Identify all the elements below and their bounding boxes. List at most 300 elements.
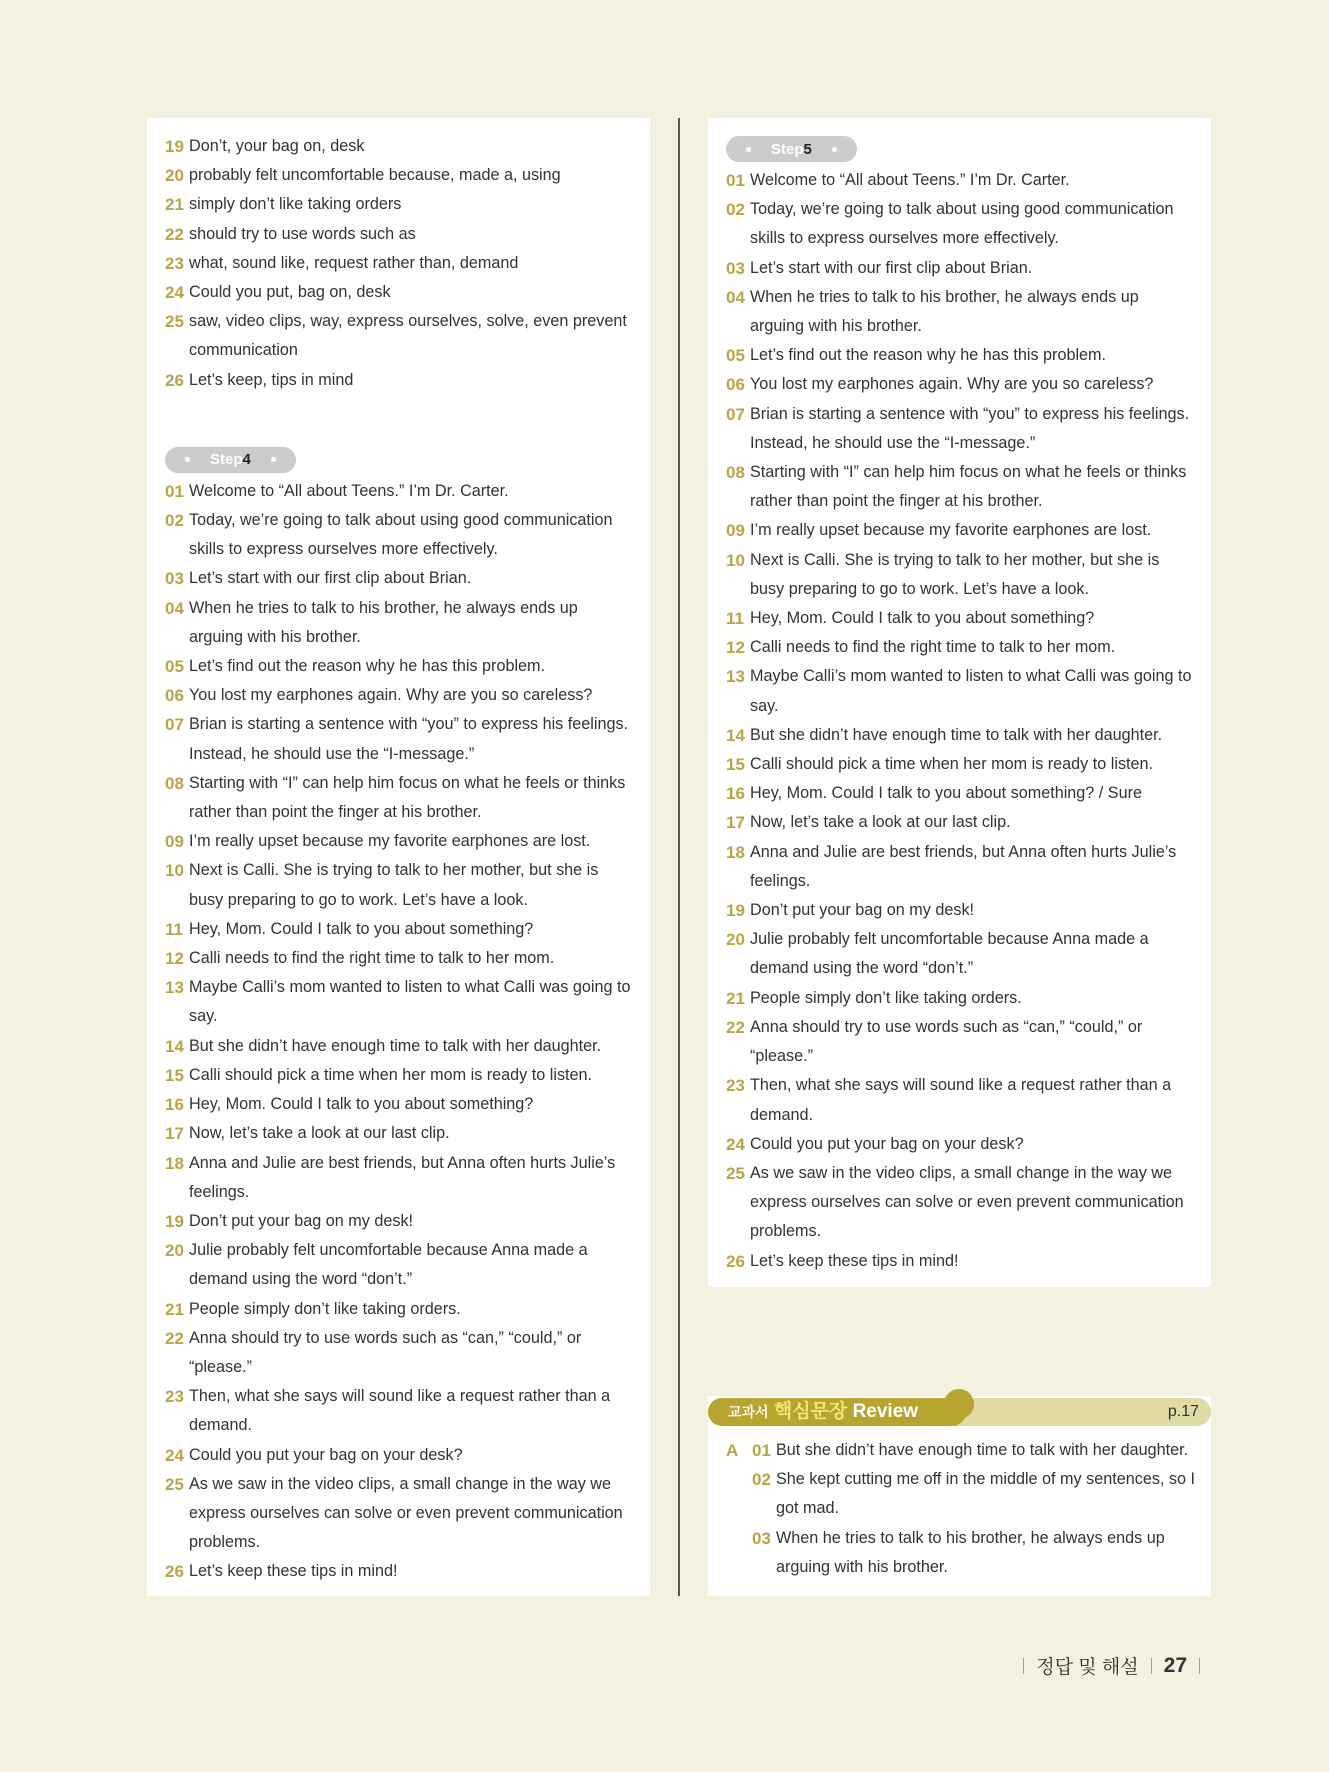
dot-icon [185,457,190,462]
item-text-line: demand using the word “don’t.” [750,959,974,978]
list-item [165,856,632,914]
dot-icon [271,457,276,462]
item-text-line: Don’t put your bag on my desk! [189,1211,414,1230]
item-text-line: Today, we’re going to talk about using good communication [750,200,1174,219]
list-item [165,564,632,593]
list-item [165,944,632,973]
list-item [165,1557,632,1586]
item-text [189,132,632,161]
review-section [726,1436,1196,1582]
list-item [752,1524,1195,1582]
item-number: 24 [165,283,184,303]
item-text [189,1090,632,1119]
item-number: 19 [165,1211,184,1231]
item-text [189,915,632,944]
item-text [750,195,1193,253]
item-text-line: Hey, Mom. Could I talk to you about something? / Sure [750,784,1142,803]
review-list [752,1436,1195,1582]
item-text-line: Let’s find out the reason why he has this problem. [750,346,1107,365]
item-text-line: Instead, he should use the “I-message.” [750,433,1036,452]
list-item [726,1130,1193,1159]
item-text-line: got mad. [776,1499,839,1518]
item-text [750,1130,1193,1159]
item-text-line: communication [189,341,298,360]
item-text-line: Hey, Mom. Could I talk to you about something? [189,919,534,938]
item-text-line: Calli should pick a time when her mom is ready to listen. [750,755,1154,774]
step-5-label [726,136,857,162]
right-answer-panel [708,118,1211,1287]
item-text [189,973,632,1031]
page-number: 27 [1163,1653,1187,1677]
item-number: 24 [165,1445,184,1465]
item-text [189,856,632,914]
item-text-line: Starting with “I” can help him focus on what he feels or thinks [750,463,1187,482]
item-text-line: You lost my earphones again. Why are you so careless? [750,375,1154,394]
item-number: 17 [165,1124,184,1144]
item-number: 26 [165,1562,184,1582]
step-4-list [165,477,632,1587]
list-item [165,1324,632,1382]
item-text-line: “please.” [750,1047,813,1066]
footer-separator [1023,1658,1024,1674]
item-text [189,681,632,710]
list-item [726,750,1193,779]
item-text [189,1382,632,1440]
item-text [750,254,1193,283]
item-text [750,750,1193,779]
list-item [726,283,1193,341]
item-text-line: feelings. [189,1182,250,1201]
list-item [726,838,1193,896]
item-text [750,925,1193,983]
item-text [750,546,1193,604]
review-header-tag [708,1398,966,1426]
item-text-line: But she didn’t have enough time to talk with her daughter. [750,725,1163,744]
list-item [726,400,1193,458]
item-number: 07 [726,404,745,424]
item-text-line: busy preparing to go to work. Let’s have a look. [750,579,1089,598]
item-text [189,652,632,681]
item-text [189,1295,632,1324]
item-number: 16 [726,784,745,804]
item-text-line: express ourselves can solve or even prevent communication [750,1193,1184,1212]
item-number: 26 [726,1251,745,1271]
step-4-label [165,447,296,473]
item-text [750,779,1193,808]
item-text-line: rather than point the finger at his brother. [189,803,482,822]
item-text-line: say. [189,1007,218,1026]
list-item [165,366,632,395]
item-text-line: Hey, Mom. Could I talk to you about something? [189,1095,534,1114]
item-text-line: Could you put your bag on your desk? [189,1445,463,1464]
item-text [189,827,632,856]
item-text [189,1119,632,1148]
item-number: 03 [752,1528,771,1548]
footer-separator [1199,1658,1200,1674]
item-text-line: problems. [189,1533,261,1552]
step-word: Step [210,451,243,469]
item-number: 01 [165,481,184,501]
list-item [165,652,632,681]
item-text-line: saw, video clips, way, express ourselves, solve, even prevent [189,312,627,331]
item-text [776,1524,1195,1582]
item-text [189,1032,632,1061]
item-number: 05 [726,346,745,366]
item-text-line: Could you put your bag on your desk? [750,1134,1024,1153]
item-number: 09 [726,521,745,541]
list-item [165,190,632,219]
item-text-line: When he tries to talk to his brother, he always ends up [776,1528,1165,1547]
list-item [165,1382,632,1440]
item-text-line: Let’s find out the reason why he has this problem. [189,657,546,676]
item-text [750,458,1193,516]
dot-icon [832,147,837,152]
list-item [165,1207,632,1236]
item-text [189,944,632,973]
item-text [189,594,632,652]
item-number: 01 [752,1441,771,1460]
item-text-line: problems. [750,1222,822,1241]
item-text-line: probably felt uncomfortable because, made a, using [189,166,561,185]
item-text-line: But she didn’t have enough time to talk with her daughter. [189,1036,602,1055]
item-text-line: Next is Calli. She is trying to talk to her mother, but she is [750,550,1160,569]
list-item [726,195,1193,253]
list-item [726,341,1193,370]
list-item [726,984,1193,1013]
item-text [750,341,1193,370]
item-number: 04 [726,287,745,307]
list-item [165,1032,632,1061]
item-number: 23 [165,1387,184,1407]
item-text-line: feelings. [750,871,811,890]
item-number: 03 [726,258,745,278]
item-text-line: Don’t put your bag on my desk! [750,901,975,920]
list-item [165,1295,632,1324]
item-number: 08 [726,463,745,483]
item-text-line: rather than point the finger at his brother. [750,492,1043,511]
list-item [726,779,1193,808]
item-text-line: As we saw in the video clips, a small change in the way we [189,1474,611,1493]
list-item [165,594,632,652]
item-text-line: People simply don’t like taking orders. [189,1299,461,1318]
item-number: 10 [165,861,184,881]
item-text [189,1557,632,1586]
list-item [165,769,632,827]
list-item [726,516,1193,545]
dot-icon [746,147,751,152]
left-top-list [165,132,632,395]
review-tag-word: Review [852,1401,919,1422]
item-text-line: demand. [189,1416,252,1435]
item-number: 24 [726,1134,745,1154]
item-text [750,896,1193,925]
item-text [750,1071,1193,1129]
item-text [189,564,632,593]
item-text [189,506,632,564]
item-number: 19 [165,137,184,156]
left-answer-panel [147,118,650,1596]
item-text [750,516,1193,545]
item-number: 14 [165,1036,184,1056]
list-item [726,1159,1193,1247]
item-text-line: demand. [750,1105,813,1124]
item-text-line: Brian is starting a sentence with “you” to express his feelings. [189,715,629,734]
page-footer [1011,1652,1212,1679]
item-number: 01 [726,171,745,190]
footer-label: 정답 및 해설 [1036,1657,1139,1678]
item-text [750,370,1193,399]
item-text-line: Next is Calli. She is trying to talk to her mother, but she is [189,861,599,880]
item-text-line: skills to express ourselves more effectively. [189,540,498,559]
item-text-line: Could you put, bag on, desk [189,283,391,302]
item-number: 07 [165,715,184,735]
list-item [165,973,632,1031]
item-number: 04 [165,598,184,618]
item-text [750,1247,1193,1276]
list-item [165,1441,632,1470]
item-number: 23 [165,253,184,273]
item-number: 12 [165,949,184,969]
list-item [165,132,632,161]
item-text-line: arguing with his brother. [750,317,922,336]
item-text-line: Let’s keep these tips in mind! [750,1251,959,1270]
item-text-line: arguing with his brother. [776,1557,948,1576]
list-item [726,458,1193,516]
list-item [726,1247,1193,1276]
list-item [726,546,1193,604]
item-number: 09 [165,832,184,852]
step-5-list [726,166,1193,1276]
item-number: 12 [726,638,745,658]
item-text-line: Let’s start with our first clip about Brian. [189,569,472,588]
section-letter: A [726,1441,739,1460]
item-text [750,400,1193,458]
list-item [726,1071,1193,1129]
step-number: 4 [242,451,251,469]
review-header [708,1396,1211,1428]
step-word: Step [771,140,804,158]
item-number: 18 [165,1153,184,1173]
item-text [189,1470,632,1558]
item-number: 21 [726,988,745,1008]
list-item [165,1119,632,1148]
list-item [165,249,632,278]
list-item [752,1436,1195,1465]
item-text [189,1441,632,1470]
item-text-line: demand using the word “don’t.” [189,1270,413,1289]
column-divider [678,118,680,1596]
item-text-line: Julie probably felt uncomfortable because Anna made a [189,1241,588,1260]
item-text [189,190,632,219]
item-number: 02 [752,1470,771,1490]
item-text-line: When he tries to talk to his brother, he always ends up [189,598,578,617]
list-item [165,681,632,710]
item-text [189,477,632,506]
item-text [750,721,1193,750]
item-text [750,283,1193,341]
list-item [726,721,1193,750]
item-text [189,366,632,395]
item-text [750,662,1193,720]
item-number: 16 [165,1095,184,1115]
footer-separator [1151,1658,1152,1674]
item-text [750,1013,1193,1071]
item-text-line: When he tries to talk to his brother, he always ends up [750,287,1139,306]
list-item [165,827,632,856]
item-text [776,1465,1195,1523]
item-text-line: Let’s keep, tips in mind [189,370,354,389]
list-item [165,307,632,365]
item-text-line: say. [750,696,779,715]
list-item [165,161,632,190]
item-text-line: Welcome to “All about Teens.” I’m Dr. Carter. [750,171,1070,189]
item-number: 22 [165,224,184,244]
item-text-line: arguing with his brother. [189,627,361,646]
list-item [165,477,632,506]
item-text [189,1149,632,1207]
item-number: 21 [165,195,184,215]
item-text-line: Welcome to “All about Teens.” I’m Dr. Carter. [189,481,509,500]
item-text [750,1159,1193,1247]
item-text-line: Maybe Calli’s mom wanted to listen to what Calli was going to [750,667,1192,686]
item-number: 05 [165,657,184,677]
item-text [189,249,632,278]
item-text-line: But she didn’t have enough time to talk with her daughter. [776,1441,1189,1459]
item-text-line: Now, let’s take a look at our last clip. [750,813,1011,832]
list-item [726,166,1193,195]
item-number: 10 [726,550,745,570]
item-text-line: Starting with “I” can help him focus on what he feels or thinks [189,773,626,792]
item-number: 13 [165,978,184,998]
list-item [165,1061,632,1090]
item-text-line: “please.” [189,1357,252,1376]
item-number: 25 [726,1163,745,1183]
list-item [726,662,1193,720]
item-text-line: As we saw in the video clips, a small change in the way we [750,1163,1172,1182]
item-number: 21 [165,1299,184,1319]
item-text-line: Anna and Julie are best friends, but Anna often hurts Julie’s [750,842,1177,861]
review-page-ref: p.17 [1167,1403,1199,1420]
item-text [750,604,1193,633]
list-item [726,925,1193,983]
item-number: 11 [726,609,744,629]
list-item [165,1090,632,1119]
list-item [726,370,1193,399]
list-item [726,633,1193,662]
item-number: 02 [726,200,745,220]
item-text-line: what, sound like, request rather than, demand [189,253,519,272]
item-text [189,1061,632,1090]
item-text [189,307,632,365]
item-number: 22 [726,1017,745,1037]
step-number: 5 [803,140,812,158]
item-text [750,984,1193,1013]
list-item [726,896,1193,925]
item-number: 19 [726,901,745,921]
list-item [726,604,1193,633]
item-number: 23 [726,1076,745,1096]
item-text-line: Don’t, your bag on, desk [189,137,365,155]
item-text [189,1324,632,1382]
review-tag-small: 교과서 [728,1404,769,1420]
item-text [189,710,632,768]
list-item [726,1013,1193,1071]
item-text-line: Anna and Julie are best friends, but Anna often hurts Julie’s [189,1153,616,1172]
item-number: 17 [726,813,745,833]
item-text-line: busy preparing to go to work. Let’s have a look. [189,890,528,909]
item-text [750,838,1193,896]
item-text-line: Then, what she says will sound like a request rather than a [189,1387,611,1406]
item-text-line: Today, we’re going to talk about using good communication [189,511,613,530]
list-item [165,1149,632,1207]
item-text [189,769,632,827]
item-number: 26 [165,370,184,390]
item-number: 20 [165,166,184,186]
item-number: 11 [165,919,183,939]
list-item [165,915,632,944]
item-number: 08 [165,773,184,793]
item-number: 03 [165,569,184,589]
item-text-line: Instead, he should use the “I-message.” [189,744,475,763]
list-item [726,808,1193,837]
item-number: 25 [165,1474,184,1494]
list-item [165,1236,632,1294]
list-item [165,278,632,307]
list-item [165,506,632,564]
item-text-line: Maybe Calli’s mom wanted to listen to what Calli was going to [189,978,631,997]
item-number: 06 [165,686,184,706]
item-text-line: should try to use words such as [189,224,416,243]
item-text [776,1436,1195,1465]
item-text [750,808,1193,837]
item-text-line: I’m really upset because my favorite earphones are lost. [750,521,1152,540]
list-item [165,1470,632,1558]
item-text-line: Anna should try to use words such as “can,” “could,” or [189,1328,582,1347]
list-item [726,254,1193,283]
item-text-line: Calli should pick a time when her mom is ready to listen. [189,1065,593,1084]
item-text-line: Now, let’s take a look at our last clip. [189,1124,450,1143]
item-number: 13 [726,667,745,687]
item-text [189,161,632,190]
item-number: 06 [726,375,745,395]
item-number: 20 [726,930,745,950]
item-text-line: Calli needs to find the right time to talk to her mom. [750,638,1116,657]
item-text [750,166,1193,195]
item-text-line: simply don’t like taking orders [189,195,402,214]
item-text-line: Hey, Mom. Could I talk to you about something? [750,609,1095,628]
item-text-line: Then, what she says will sound like a request rather than a [750,1076,1172,1095]
item-text-line: People simply don’t like taking orders. [750,988,1022,1007]
item-text-line: She kept cutting me off in the middle of my sentences, so I [776,1470,1196,1489]
item-text [189,220,632,249]
item-number: 15 [165,1065,184,1085]
list-item [165,710,632,768]
item-text [189,278,632,307]
item-text [750,633,1193,662]
item-text-line: Julie probably felt uncomfortable because Anna made a [750,930,1149,949]
item-text-line: You lost my earphones again. Why are you so careless? [189,686,593,705]
item-text-line: skills to express ourselves more effectively. [750,229,1059,248]
item-number: 18 [726,842,745,862]
item-number: 02 [165,511,184,531]
item-number: 15 [726,755,745,775]
review-tag-accent: 핵심문장 [773,1401,848,1422]
item-text-line: express ourselves can solve or even prevent communication [189,1503,623,1522]
item-text [189,1236,632,1294]
item-number: 14 [726,725,745,745]
item-text-line: Anna should try to use words such as “can,” “could,” or [750,1017,1143,1036]
item-number: 22 [165,1328,184,1348]
